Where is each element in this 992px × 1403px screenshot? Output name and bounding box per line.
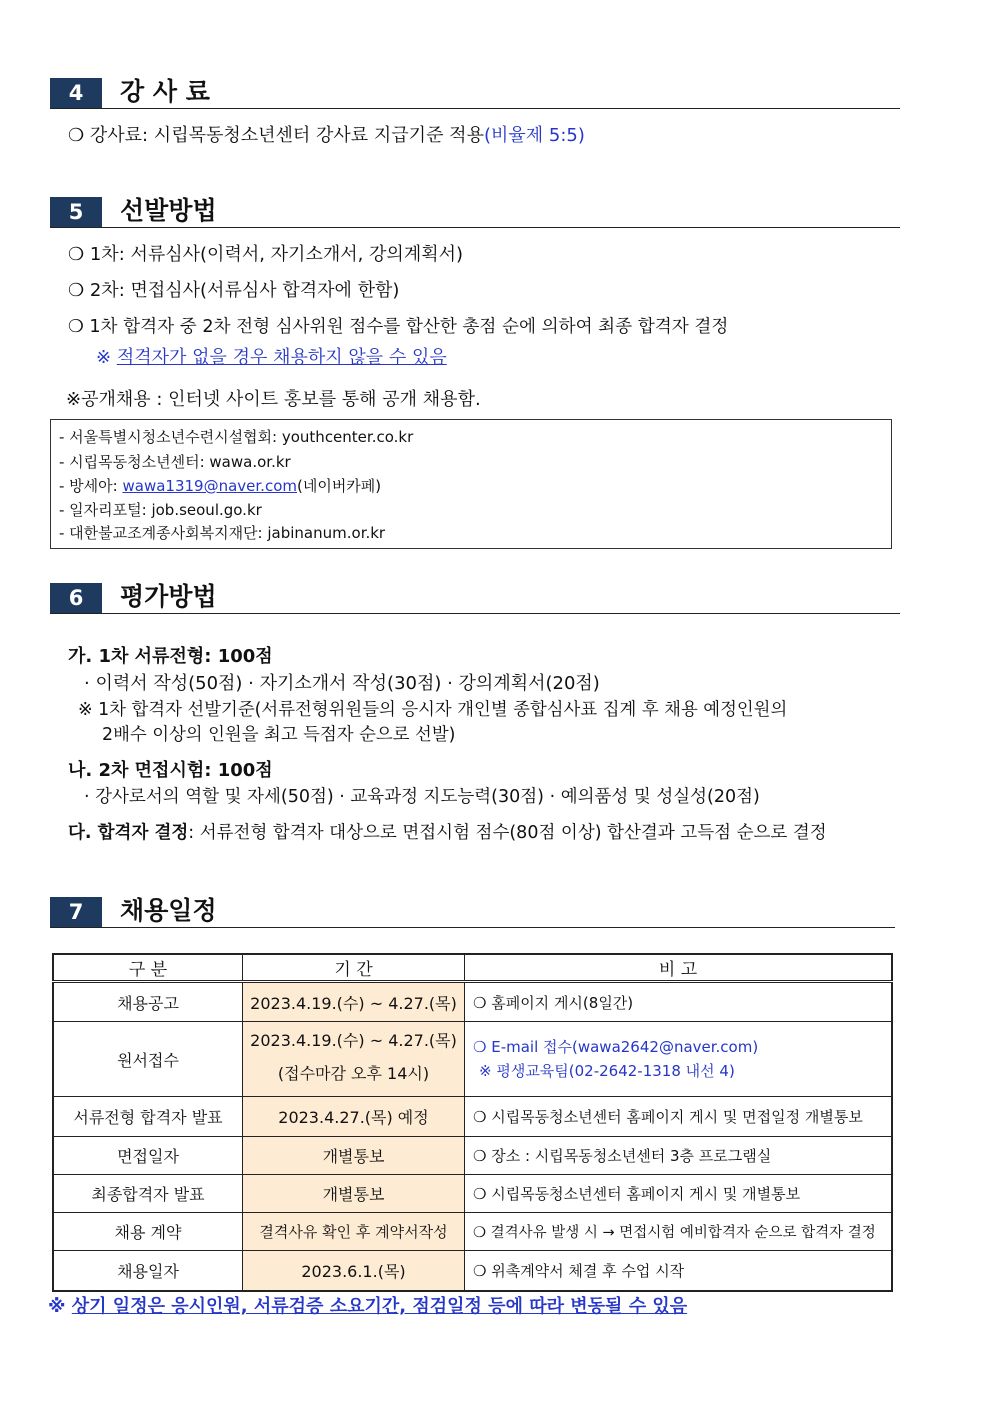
section-7-header xyxy=(50,897,895,928)
section-number: 4 xyxy=(50,78,102,108)
table-header-row xyxy=(53,954,892,982)
cell-note: ❍ 위촉계약서 체결 후 수업 시작 xyxy=(465,1251,893,1291)
cell-period: 결격사유 확인 후 계약서작성 xyxy=(243,1213,465,1251)
cell-note: ❍ 홈페이지 게시(8일간) xyxy=(465,982,893,1022)
site-list-box xyxy=(50,419,892,549)
cell-period: 2023.4.19.(수) ~ 4.27.(목) xyxy=(243,982,465,1022)
note-line-2: ※ 평생교육팀(02-2642-1318 내선 4) xyxy=(479,1062,735,1080)
cell-note: ❍ 장소 : 시립목동청소년센터 3층 프로그램실 xyxy=(465,1137,893,1175)
eval-a-note-2: 2배수 이상의 인원을 최고 득점자 순으로 선발) xyxy=(102,725,456,745)
cell-period: 개별통보 xyxy=(243,1175,465,1213)
section-number: 6 xyxy=(50,583,102,613)
eval-c-text: : 서류전형 합격자 대상으로 면접시험 점수(80점 이상) 합산결과 고득점 순으로 결정 xyxy=(188,823,827,843)
cell-period: 2023.6.1.(목) xyxy=(243,1251,465,1291)
site-suffix: (네이버카페) xyxy=(296,477,382,495)
table-row xyxy=(53,1213,892,1251)
cell-category: 최종합격자 발표 xyxy=(53,1175,243,1213)
table-row xyxy=(53,1175,892,1213)
section-title: 채용일정 xyxy=(120,896,217,925)
section-4-header xyxy=(50,78,900,109)
cell-category: 채용일자 xyxy=(53,1251,243,1291)
site-item xyxy=(59,476,381,496)
selection-item-3: ❍ 1차 합격자 중 2차 전형 심사위원 점수를 합산한 총점 순에 의하여 최종 합격자 결정 xyxy=(68,317,729,337)
public-recruitment-line: ※공개채용 : 인터넷 사이트 홍보를 통해 공개 채용함. xyxy=(66,389,481,410)
selection-item-1: ❍ 1차: 서류심사(이력서, 자기소개서, 강의계획서) xyxy=(68,244,464,265)
cell-note xyxy=(465,1022,893,1097)
fee-line xyxy=(68,124,585,148)
section-5-header xyxy=(50,197,900,228)
site-item: - 대한불교조계종사회복지재단: jabinanum.or.kr xyxy=(59,524,386,542)
note-mark: ※ xyxy=(96,347,117,368)
table-row xyxy=(53,1022,892,1097)
fee-text: ❍ 강사료: 시립목동청소년센터 강사료 지급기준 적용 xyxy=(68,125,484,146)
cell-period: 2023.4.27.(목) 예정 xyxy=(243,1097,465,1137)
section-6-header xyxy=(50,583,900,614)
cell-period xyxy=(243,1022,465,1097)
selection-note xyxy=(96,346,447,370)
selection-item-2: ❍ 2차: 면접심사(서류심사 합격자에 한함) xyxy=(68,280,400,301)
eval-a-note-1: ※ 1차 합격자 선발기준(서류전형위원들의 응시자 개인별 종합심사표 집계 후 채용 예정인원의 xyxy=(78,700,788,720)
section-number: 7 xyxy=(50,897,102,927)
cell-category: 원서접수 xyxy=(53,1022,243,1097)
table-row xyxy=(53,982,892,1022)
column-header: 구 분 xyxy=(53,954,243,982)
cell-category: 채용공고 xyxy=(53,982,243,1022)
table-row xyxy=(53,1097,892,1137)
eval-b-items: · 강사로서의 역할 및 자세(50점) · 교육과정 지도능력(30점) · 예의품성 및 성실성(20점) xyxy=(84,787,760,807)
cell-note: ❍ 결격사유 발생 시 → 면접시험 예비합격자 순으로 합격자 결정 xyxy=(465,1213,893,1251)
cell-period: 개별통보 xyxy=(243,1137,465,1175)
cell-category: 면접일자 xyxy=(53,1137,243,1175)
site-item: - 서울특별시청소년수련시설협회: youthcenter.co.kr xyxy=(59,428,414,446)
footnote-text: 상기 일정은 응시인원, 서류검증 소요기간, 점검일정 등에 따라 변동될 수 있음 xyxy=(71,1296,688,1317)
eval-c-title: 다. 합격자 결정 xyxy=(68,823,189,843)
eval-a-title: 가. 1차 서류전형: 100점 xyxy=(68,646,273,667)
cell-category: 서류전형 합격자 발표 xyxy=(53,1097,243,1137)
table-row xyxy=(53,1137,892,1175)
schedule-table xyxy=(52,953,893,1292)
eval-b-title: 나. 2차 면접시험: 100점 xyxy=(68,760,273,781)
note-text: 적격자가 없을 경우 채용하지 않을 수 있음 xyxy=(116,347,447,368)
section-title: 강 사 료 xyxy=(120,77,210,106)
cell-category: 채용 계약 xyxy=(53,1213,243,1251)
section-title: 평가방법 xyxy=(120,582,217,611)
table-row xyxy=(53,1251,892,1291)
note-line-1: ❍ E-mail 접수(wawa2642@naver.com) xyxy=(473,1038,759,1056)
eval-c-line xyxy=(68,821,827,845)
site-item: - 시립목동청소년센터: wawa.or.kr xyxy=(59,453,291,471)
eval-a-items: · 이력서 작성(50점) · 자기소개서 작성(30점) · 강의계획서(20점) xyxy=(84,673,600,694)
fee-ratio: (비율제 5:5) xyxy=(483,125,585,146)
period-line-2: (접수마감 오후 14시) xyxy=(277,1064,430,1083)
section-number: 5 xyxy=(50,197,102,227)
period-line-1: 2023.4.19.(수) ~ 4.27.(목) xyxy=(250,1031,457,1050)
column-header: 기 간 xyxy=(243,954,465,982)
cell-note: ❍ 시립목동청소년센터 홈페이지 게시 및 개별통보 xyxy=(465,1175,893,1213)
footnote-mark: ※ xyxy=(48,1296,72,1317)
cell-note: ❍ 시립목동청소년센터 홈페이지 게시 및 면접일정 개별통보 xyxy=(465,1097,893,1137)
column-header: 비 고 xyxy=(465,954,893,982)
email-link[interactable]: wawa1319@naver.com xyxy=(122,477,297,495)
section-title: 선발방법 xyxy=(120,196,217,225)
schedule-footnote xyxy=(48,1295,687,1319)
site-prefix: - 방세아: xyxy=(59,477,123,495)
site-item: - 일자리포털: job.seoul.go.kr xyxy=(59,501,262,519)
